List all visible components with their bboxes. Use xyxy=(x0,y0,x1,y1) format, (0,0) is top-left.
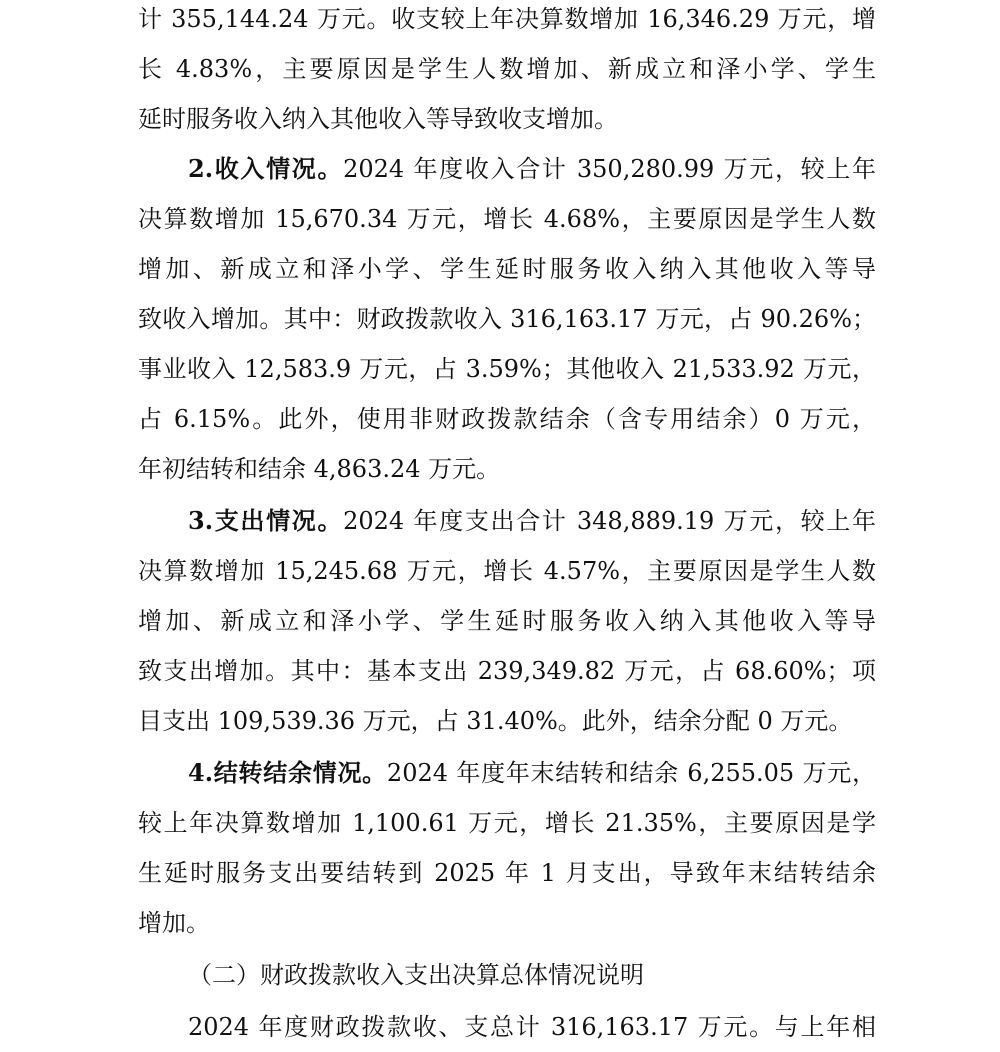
section-heading-income: 2.收入情况。 xyxy=(188,154,344,183)
text-line: 生延时服务支出要结转到 2025 年 1 月支出，导致年末结转结余 xyxy=(138,859,876,887)
text-line: 年初结转和结余 4,863.24 万元。 xyxy=(138,455,501,483)
text-line: 致收入增加。其中：财政拨款收入 316,163.17 万元，占 90.26%； xyxy=(138,305,876,333)
text-run: 2024 年度支出合计 348,889.19 万元，较上年 xyxy=(343,507,876,535)
text-line: 长 4.83%，主要原因是学生人数增加、新成立和泽小学、学生 xyxy=(138,55,876,83)
text-line: 较上年决算数增加 1,100.61 万元，增长 21.35%，主要原因是学 xyxy=(138,809,876,837)
text-line: 2024 年度财政拨款收、支总计 316,163.17 万元。与上年相 xyxy=(188,1013,876,1041)
text-line: 占 6.15%。此外，使用非财政拨款结余（含专用结余）0 万元， xyxy=(138,405,876,433)
paragraph-first-line xyxy=(188,748,876,798)
text-line: 事业收入 12,583.9 万元，占 3.59%；其他收入 21,533.92 万元， xyxy=(138,355,876,383)
text-run: 2024 年度收入合计 350,280.99 万元，较上年 xyxy=(343,155,876,183)
text-run: 2024 年度年末结转和结余 6,255.05 万元， xyxy=(386,759,876,787)
section-heading-carryover: 4.结转结余情况。 xyxy=(188,758,387,787)
text-line: 目支出 109,539.36 万元，占 31.40%。此外，结余分配 0 万元。 xyxy=(138,707,853,735)
text-line: 增加、新成立和泽小学、学生延时服务收入纳入其他收入等导 xyxy=(138,255,876,283)
text-line: 决算数增加 15,670.34 万元，增长 4.68%，主要原因是学生人数 xyxy=(138,205,876,233)
text-line: 增加、新成立和泽小学、学生延时服务收入纳入其他收入等导 xyxy=(138,607,876,635)
text-line: 致支出增加。其中：基本支出 239,349.82 万元，占 68.60%；项 xyxy=(138,657,876,685)
text-line: 增加。 xyxy=(138,909,210,937)
section-heading-expenditure: 3.支出情况。 xyxy=(188,506,344,535)
paragraph-first-line xyxy=(188,144,876,194)
text-line: 决算数增加 15,245.68 万元，增长 4.57%，主要原因是学生人数 xyxy=(138,557,876,585)
text-line: 延时服务收入纳入其他收入等导致收支增加。 xyxy=(138,105,618,133)
section-title-fiscal-appropriation: （二）财政拨款收入支出决算总体情况说明 xyxy=(188,961,644,989)
text-line: 计 355,144.24 万元。收支较上年决算数增加 16,346.29 万元，增 xyxy=(138,5,876,33)
paragraph-first-line xyxy=(188,496,876,546)
